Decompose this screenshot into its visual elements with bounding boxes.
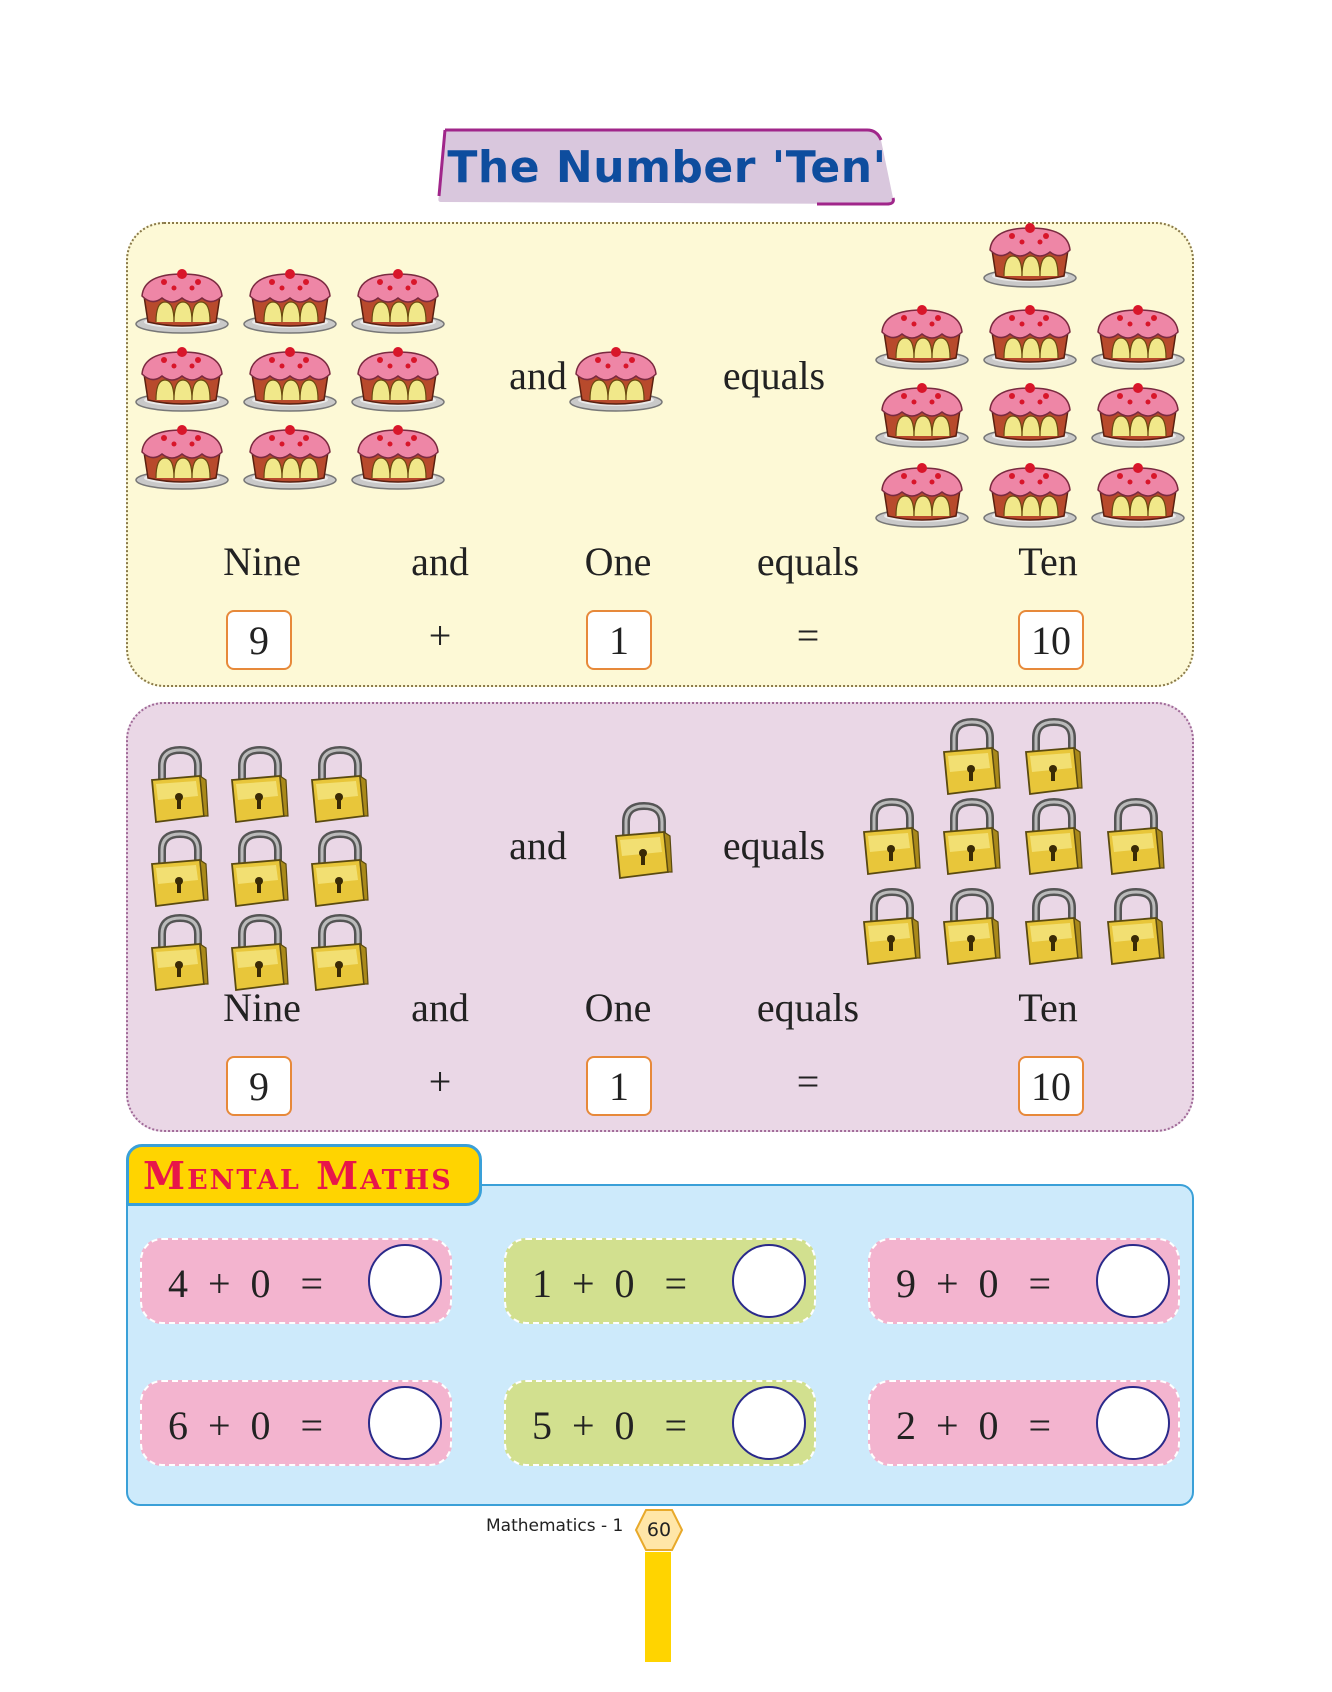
cake-icon — [242, 344, 338, 414]
word-equals: equals — [756, 985, 860, 1030]
cake-icon — [242, 422, 338, 492]
cake-panel — [126, 222, 1194, 687]
question-text: 6 + 0 = — [168, 1403, 324, 1448]
cake-icon — [982, 220, 1078, 290]
number-box-ten: 10 — [1018, 1056, 1084, 1116]
page-title: The Number 'Ten' — [447, 141, 887, 193]
cake-icon — [874, 380, 970, 450]
cake-icon — [874, 460, 970, 530]
lock-icon — [1102, 798, 1166, 878]
word-ten: Ten — [1018, 539, 1078, 584]
cake-icon — [874, 302, 970, 372]
question-text: 9 + 0 = — [896, 1261, 1052, 1306]
number-box-one: 1 — [586, 610, 652, 670]
answer-circle[interactable] — [368, 1386, 442, 1460]
plus-sign: + — [428, 1059, 452, 1104]
cake-icon — [982, 460, 1078, 530]
mental-maths-tab — [126, 1144, 482, 1206]
footer-book-title: Mathematics - 1 — [486, 1516, 624, 1536]
lock-icon — [146, 830, 210, 910]
answer-circle[interactable] — [1096, 1244, 1170, 1318]
lock-icon — [146, 914, 210, 994]
lock-icon — [306, 830, 370, 910]
lock-icon — [938, 888, 1002, 968]
cake-icon — [1090, 380, 1186, 450]
word-and: and — [411, 539, 469, 584]
and-word: and — [509, 823, 567, 868]
question-text: 5 + 0 = — [532, 1403, 688, 1448]
word-one: One — [584, 539, 652, 584]
cake-icon — [982, 380, 1078, 450]
lock-icon — [858, 798, 922, 878]
answer-circle[interactable] — [1096, 1386, 1170, 1460]
lock-icon — [146, 746, 210, 826]
lock-icon — [1020, 798, 1084, 878]
lock-icon — [306, 914, 370, 994]
equals-sign: = — [796, 1059, 820, 1104]
lock-icon — [226, 830, 290, 910]
plus-sign: + — [428, 613, 452, 658]
question-card — [140, 1238, 452, 1324]
word-ten: Ten — [1018, 985, 1078, 1030]
cake-icon — [350, 344, 446, 414]
answer-circle[interactable] — [732, 1386, 806, 1460]
question-text: 2 + 0 = — [896, 1403, 1052, 1448]
lock-panel — [126, 702, 1194, 1132]
and-word: and — [509, 353, 567, 398]
cake-icon — [1090, 460, 1186, 530]
number-box-nine: 9 — [226, 1056, 292, 1116]
cake-icon — [242, 266, 338, 336]
cake-icon — [350, 266, 446, 336]
question-text: 1 + 0 = — [532, 1261, 688, 1306]
mental-maths-panel — [126, 1184, 1194, 1506]
equals-word: equals — [722, 823, 826, 868]
lock-icon — [1102, 888, 1166, 968]
question-card — [504, 1380, 816, 1466]
lock-icon — [938, 718, 1002, 798]
word-one: One — [584, 985, 652, 1030]
question-card — [868, 1238, 1180, 1324]
word-nine: Nine — [223, 539, 301, 584]
number-box-nine: 9 — [226, 610, 292, 670]
cake-icon — [134, 422, 230, 492]
question-card — [868, 1380, 1180, 1466]
lock-icon — [226, 746, 290, 826]
cake-icon — [982, 302, 1078, 372]
number-box-ten: 10 — [1018, 610, 1084, 670]
page-strip — [645, 1552, 671, 1662]
lock-icon — [226, 914, 290, 994]
question-text: 4 + 0 = — [168, 1261, 324, 1306]
cake-icon — [134, 344, 230, 414]
question-card — [140, 1380, 452, 1466]
word-nine: Nine — [223, 985, 301, 1030]
lock-icon — [858, 888, 922, 968]
answer-circle[interactable] — [732, 1244, 806, 1318]
equals-sign: = — [796, 613, 820, 658]
word-and: and — [411, 985, 469, 1030]
title-banner — [437, 128, 897, 206]
word-equals: equals — [756, 539, 860, 584]
cake-icon — [1090, 302, 1186, 372]
equals-word: equals — [722, 353, 826, 398]
cake-icon — [350, 422, 446, 492]
mental-maths-title: Mental Maths — [143, 1152, 453, 1198]
page-number-badge — [634, 1508, 684, 1552]
lock-icon — [610, 802, 674, 882]
question-card — [504, 1238, 816, 1324]
lock-icon — [306, 746, 370, 826]
lock-icon — [1020, 718, 1084, 798]
page-number: 60 — [646, 1519, 672, 1541]
cake-icon — [134, 266, 230, 336]
cake-icon — [568, 344, 664, 414]
answer-circle[interactable] — [368, 1244, 442, 1318]
number-box-one: 1 — [586, 1056, 652, 1116]
lock-icon — [1020, 888, 1084, 968]
lock-icon — [938, 798, 1002, 878]
